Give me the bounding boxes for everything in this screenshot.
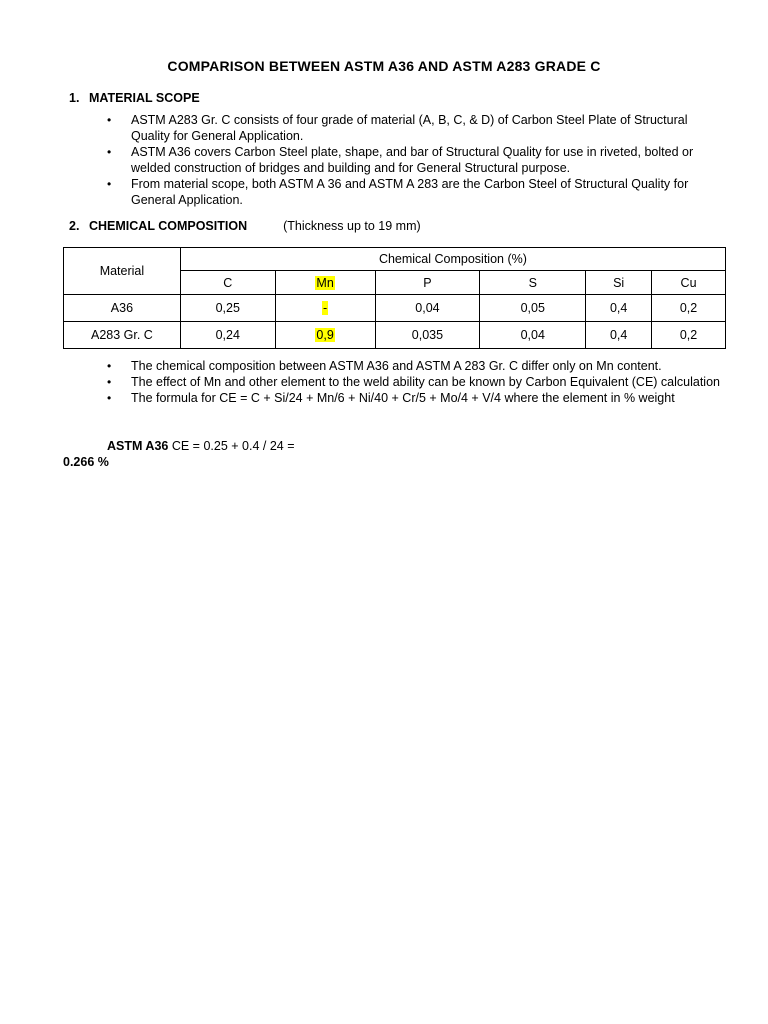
section-2-heading [69, 219, 421, 233]
value-cell [275, 295, 375, 322]
list-item: • The formula for CE = C + Si/24 + Mn/6 + Ni/40 + Cr/5 + Mo/4 + V/4 where the element in % weight [105, 390, 725, 406]
value-cell: 0,2 [652, 295, 726, 322]
material-scope-list [105, 112, 725, 208]
list-item: • From material scope, both ASTM A 36 and ASTM A 283 are the Carbon Steel of Structural Quality for General Application. [105, 176, 725, 208]
chemical-composition-table [63, 247, 726, 349]
element-header-s: S [480, 271, 586, 295]
value-cell: 0,25 [180, 295, 275, 322]
value-cell: 0,05 [480, 295, 586, 322]
section-2-number: 2. [69, 219, 80, 233]
table-row [64, 295, 726, 322]
value-cell: 0,4 [586, 322, 652, 349]
value-cell: 0,2 [652, 322, 726, 349]
section-2-title: CHEMICAL COMPOSITION [89, 219, 248, 233]
section-1-heading [69, 91, 200, 105]
element-header-cu: Cu [652, 271, 726, 295]
highlight-mn: Mn [316, 275, 334, 290]
element-header-mn [275, 271, 375, 295]
value-cell: 0,24 [180, 322, 275, 349]
table-header-row [64, 248, 726, 271]
ce-expression: CE = 0.25 + 0.4 / 24 = [171, 439, 295, 453]
material-cell: A283 Gr. C [64, 322, 181, 349]
highlight-value: 0,9 [316, 328, 334, 342]
value-cell: 0,4 [586, 295, 652, 322]
material-header: Material [64, 248, 181, 295]
section-1-title: MATERIAL SCOPE [89, 91, 200, 105]
list-item: • The chemical composition between ASTM A36 and ASTM A 283 Gr. C differ only on Mn content. [105, 358, 725, 374]
composition-group-header: Chemical Composition (%) [180, 248, 725, 271]
value-cell: 0,04 [375, 295, 480, 322]
highlight-value: - [323, 301, 328, 315]
list-item: • ASTM A36 covers Carbon Steel plate, shape, and bar of Structural Quality for use in riveted, bolted or welded construction of bridges and building and for General Structural purpose. [105, 144, 725, 176]
element-header-si: Si [586, 271, 652, 295]
composition-notes-list [105, 358, 725, 406]
element-header-c: C [180, 271, 275, 295]
list-item: • ASTM A283 Gr. C consists of four grade of material (A, B, C, & D) of Carbon Steel Plate of Structural Quality for General Application. [105, 112, 725, 144]
table-row [64, 322, 726, 349]
ce-label: ASTM A36 [107, 439, 169, 453]
value-cell [275, 322, 375, 349]
value-cell: 0,035 [375, 322, 480, 349]
list-item: • The effect of Mn and other element to the weld ability can be known by Carbon Equivalent (CE) calculation [105, 374, 725, 390]
ce-result: 0.266 % [63, 455, 109, 469]
element-header-p: P [375, 271, 480, 295]
thickness-note: (Thickness up to 19 mm) [283, 219, 421, 233]
document-title: COMPARISON BETWEEN ASTM A36 AND ASTM A283 GRADE C [167, 58, 601, 74]
value-cell: 0,04 [480, 322, 586, 349]
material-cell: A36 [64, 295, 181, 322]
ce-calculation [107, 439, 295, 453]
section-1-number: 1. [69, 91, 80, 105]
